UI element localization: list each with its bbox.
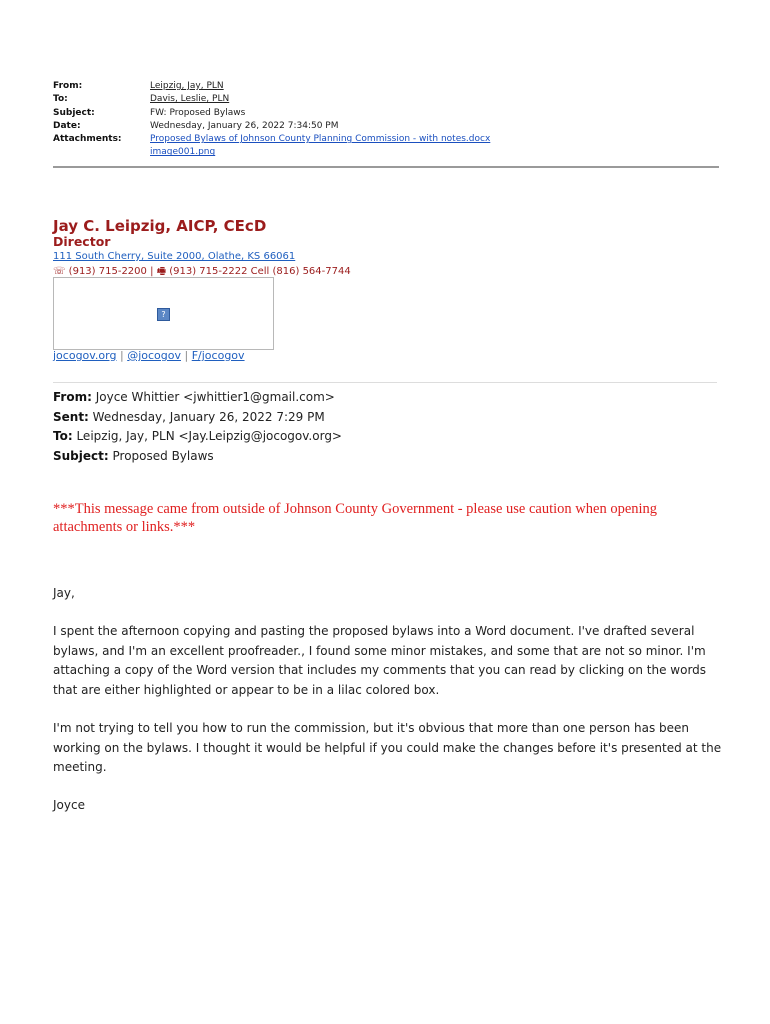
forwarded-sent-row — [53, 408, 342, 428]
link-separator: | — [184, 349, 189, 362]
forwarded-subject-row — [53, 447, 342, 467]
broken-image-icon: ? — [157, 308, 170, 321]
subject-label: Subject: — [53, 107, 95, 118]
header-date-row — [53, 120, 490, 133]
signature-links — [53, 349, 245, 362]
header-attachments-row — [53, 133, 490, 160]
email-header — [53, 80, 490, 160]
to-label: To: — [53, 94, 68, 105]
signature-title: Director — [53, 234, 111, 249]
attachment-docx-link[interactable]: Proposed Bylaws of Johnson County Planning Commission - with notes.docx — [150, 134, 491, 145]
date-label: Date: — [53, 120, 81, 131]
body-paragraph-2: I'm not trying to tell you how to run the commission, but it's obvious that more than one person has been working on the bylaws. I thought it would be helpful if you could make the changes before it's presented at the meeting. — [53, 721, 722, 775]
header-divider — [53, 166, 719, 168]
forwarded-header — [53, 388, 342, 466]
attachments-list — [150, 133, 490, 160]
signature-name: Jay C. Leipzig, AICP, CEcD — [53, 217, 267, 235]
facebook-link[interactable]: F/jocogov — [191, 349, 245, 362]
subject-value: FW: Proposed Bylaws — [150, 107, 246, 118]
signature-address-link[interactable]: 111 South Cherry, Suite 2000, Olathe, KS 66061 — [53, 251, 296, 262]
external-sender-warning: ***This message came from outside of Johnson County Government - please use caution when opening attachments or links.*** — [53, 501, 658, 535]
forwarded-from-label: From: — [53, 390, 92, 404]
forward-divider — [53, 382, 717, 383]
forwarded-from-row — [53, 388, 342, 408]
forwarded-sent-value: Wednesday, January 26, 2022 7:29 PM — [88, 409, 325, 424]
forwarded-to-value: Leipzig, Jay, PLN <Jay.Leipzig@jocogov.org> — [72, 429, 342, 444]
date-value: Wednesday, January 26, 2022 7:34:50 PM — [150, 120, 339, 131]
body-paragraph-1: I spent the afternoon copying and pasting the proposed bylaws into a Word document. I've drafted several bylaws, and I'm an excellent proofreader., I found some minor mistakes, and some that are not so minor. I'm attaching a copy of the Word version that includes my comments that you can read by clicking on the words that are either highlighted or appear to be in a lilac colored box. — [53, 624, 707, 698]
forwarded-subject-label: Subject: — [53, 448, 109, 463]
forwarded-from-value: Joyce Whittier <jwhittier1@gmail.com> — [91, 390, 335, 404]
link-separator: | — [119, 349, 124, 362]
forwarded-sent-label: Sent: — [53, 409, 89, 424]
header-from-row — [53, 80, 490, 93]
signature-image-frame — [53, 277, 274, 350]
attachment-png-link[interactable]: image001.png — [150, 147, 216, 158]
body-closing: Joyce — [53, 798, 85, 812]
signature-phone-line: ☏ (913) 715-2200 | 🖷 (913) 715-2222 Cell (816) 564-7744 — [53, 266, 351, 277]
to-link[interactable]: Davis, Leslie, PLN — [150, 94, 230, 105]
forwarded-subject-value: Proposed Bylaws — [108, 448, 214, 463]
twitter-link[interactable]: @jocogov — [127, 349, 181, 362]
from-link[interactable]: Leipzig, Jay, PLN — [150, 81, 224, 91]
body-greeting: Jay, — [53, 586, 75, 600]
forwarded-to-row — [53, 427, 342, 447]
header-subject-row — [53, 107, 490, 120]
from-label: From: — [53, 81, 83, 91]
forwarded-to-label: To: — [53, 429, 73, 444]
header-to-row — [53, 93, 490, 106]
jocogov-site-link[interactable]: jocogov.org — [53, 349, 117, 362]
attachments-label: Attachments: — [53, 134, 122, 145]
